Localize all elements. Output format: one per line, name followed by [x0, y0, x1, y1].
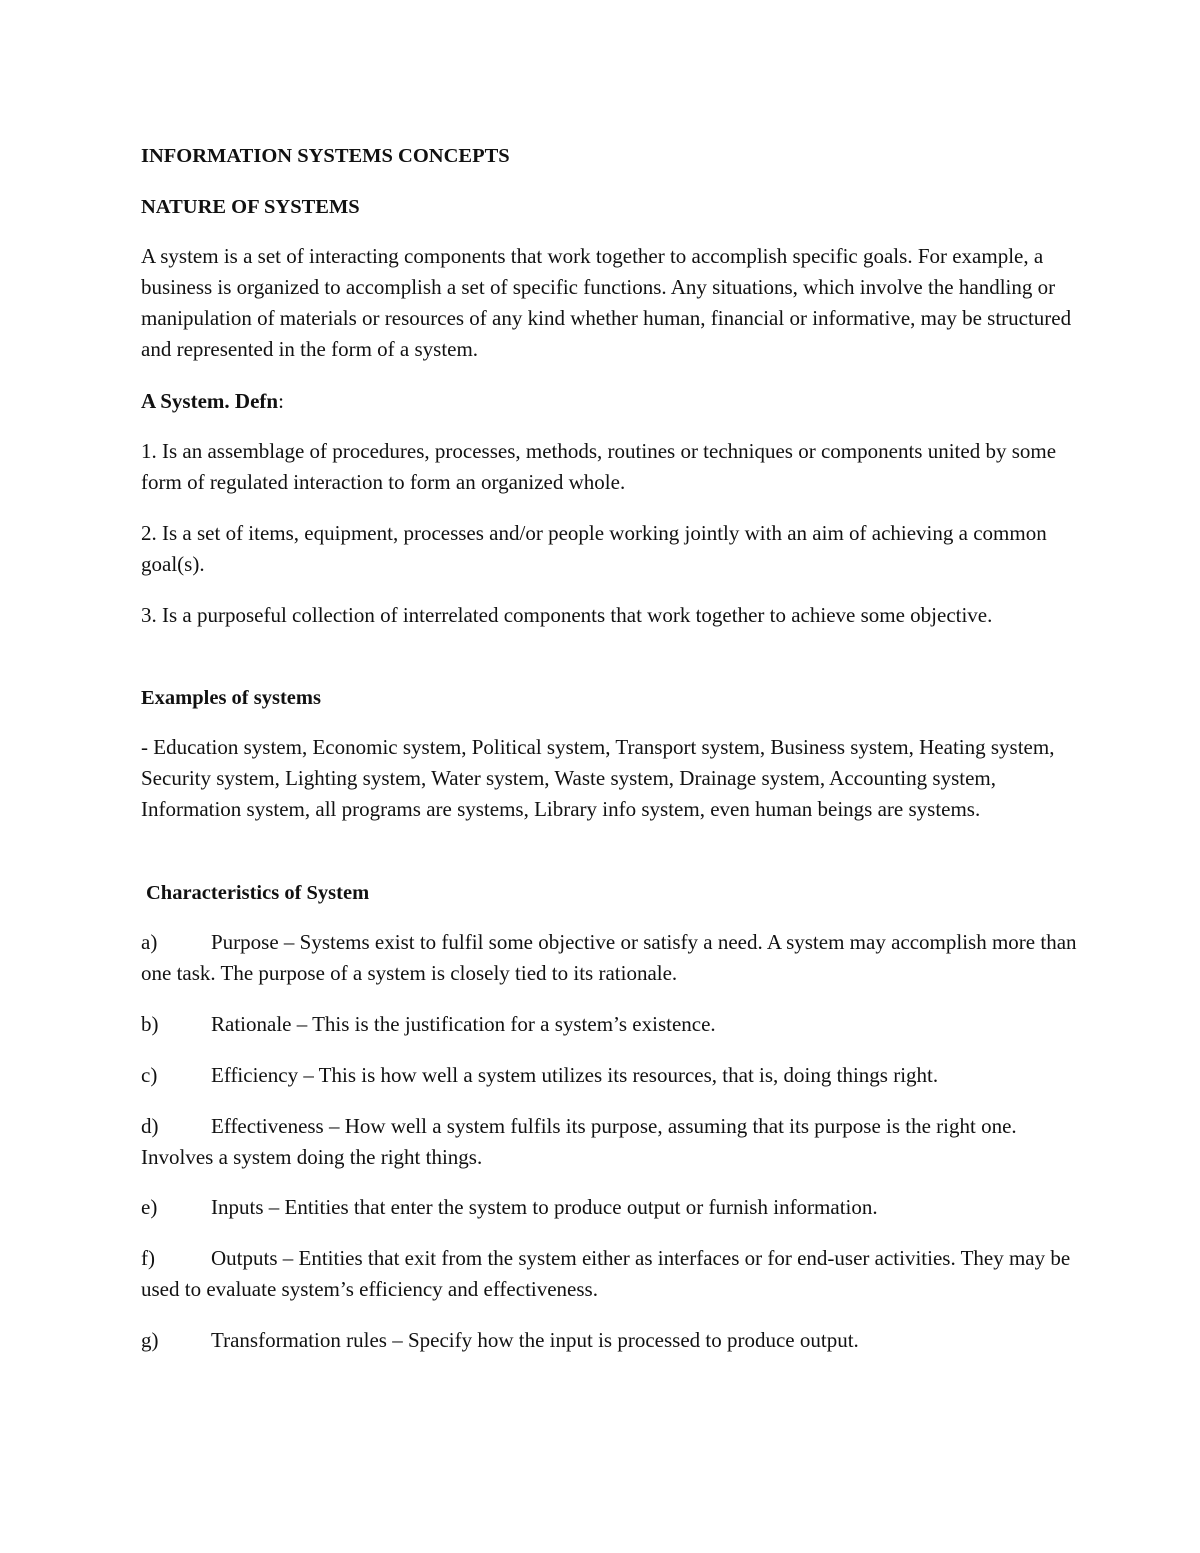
characteristics-heading: Characteristics of System — [146, 882, 370, 904]
definition-heading-colon: : — [278, 389, 284, 413]
list-marker: b) — [141, 1012, 159, 1036]
list-marker: e) — [141, 1195, 158, 1219]
characteristic-item-e — [141, 1192, 1081, 1223]
definition-heading — [141, 386, 1081, 417]
characteristic-text: Transformation rules – Specify how the input is processed to produce output. — [211, 1328, 859, 1352]
list-marker: a) — [141, 930, 158, 954]
definition-item-3: 3. Is a purposeful collection of interrelated components that work together to achieve some objective. — [141, 603, 993, 627]
document-title: INFORMATION SYSTEMS CONCEPTS — [141, 145, 510, 167]
characteristic-item-b — [141, 1009, 1081, 1040]
characteristic-text: Outputs – Entities that exit from the system either as interfaces or for end-user activities. They may be used to evaluate system’s efficiency and effectiveness. — [141, 1246, 1071, 1301]
characteristic-item-f — [141, 1243, 1081, 1305]
section-heading-nature: NATURE OF SYSTEMS — [141, 196, 360, 218]
nature-paragraph: A system is a set of interacting components that work together to accomplish specific goals. For example, a business is organized to accomplish a set of specific functions. Any situations, which involve the handling or manipulation of materials or resources of any kind whether human, financial or informative, may be structured and represented in the form of a system. — [141, 244, 1072, 361]
characteristic-text: Purpose – Systems exist to fulfil some objective or satisfy a need. A system may accomplish more than one task. The purpose of a system is closely tied to its rationale. — [141, 930, 1077, 985]
list-marker: f) — [141, 1246, 155, 1270]
definition-item-1: 1. Is an assemblage of procedures, processes, methods, routines or techniques or components united by some form of regulated interaction to form an organized whole. — [141, 439, 1057, 494]
examples-heading: Examples of systems — [141, 687, 321, 709]
characteristic-text: Inputs – Entities that enter the system to produce output or furnish information. — [211, 1195, 878, 1219]
examples-paragraph: - Education system, Economic system, Political system, Transport system, Business system, Heating system, Security system, Lighting system, Water system, Waste system, Drainage system, Accounting system, Information system, all programs are systems, Library info system, even human beings are systems. — [141, 735, 1055, 821]
characteristic-text: Efficiency – This is how well a system utilizes its resources, that is, doing things right. — [211, 1063, 939, 1087]
characteristic-text: Rationale – This is the justification for a system’s existence. — [211, 1012, 716, 1036]
characteristic-item-c — [141, 1060, 1081, 1091]
list-marker: d) — [141, 1114, 159, 1138]
characteristic-item-a — [141, 927, 1081, 989]
definition-heading-label: A System. Defn — [141, 389, 279, 413]
characteristic-item-g — [141, 1325, 1081, 1356]
characteristic-text: Effectiveness – How well a system fulfils its purpose, assuming that its purpose is the right one. Involves a system doing the right things. — [141, 1114, 1017, 1169]
definition-item-2: 2. Is a set of items, equipment, processes and/or people working jointly with an aim of achieving a common goal(s). — [141, 521, 1047, 576]
list-marker: c) — [141, 1063, 158, 1087]
list-marker: g) — [141, 1328, 159, 1352]
characteristic-item-d — [141, 1111, 1081, 1173]
